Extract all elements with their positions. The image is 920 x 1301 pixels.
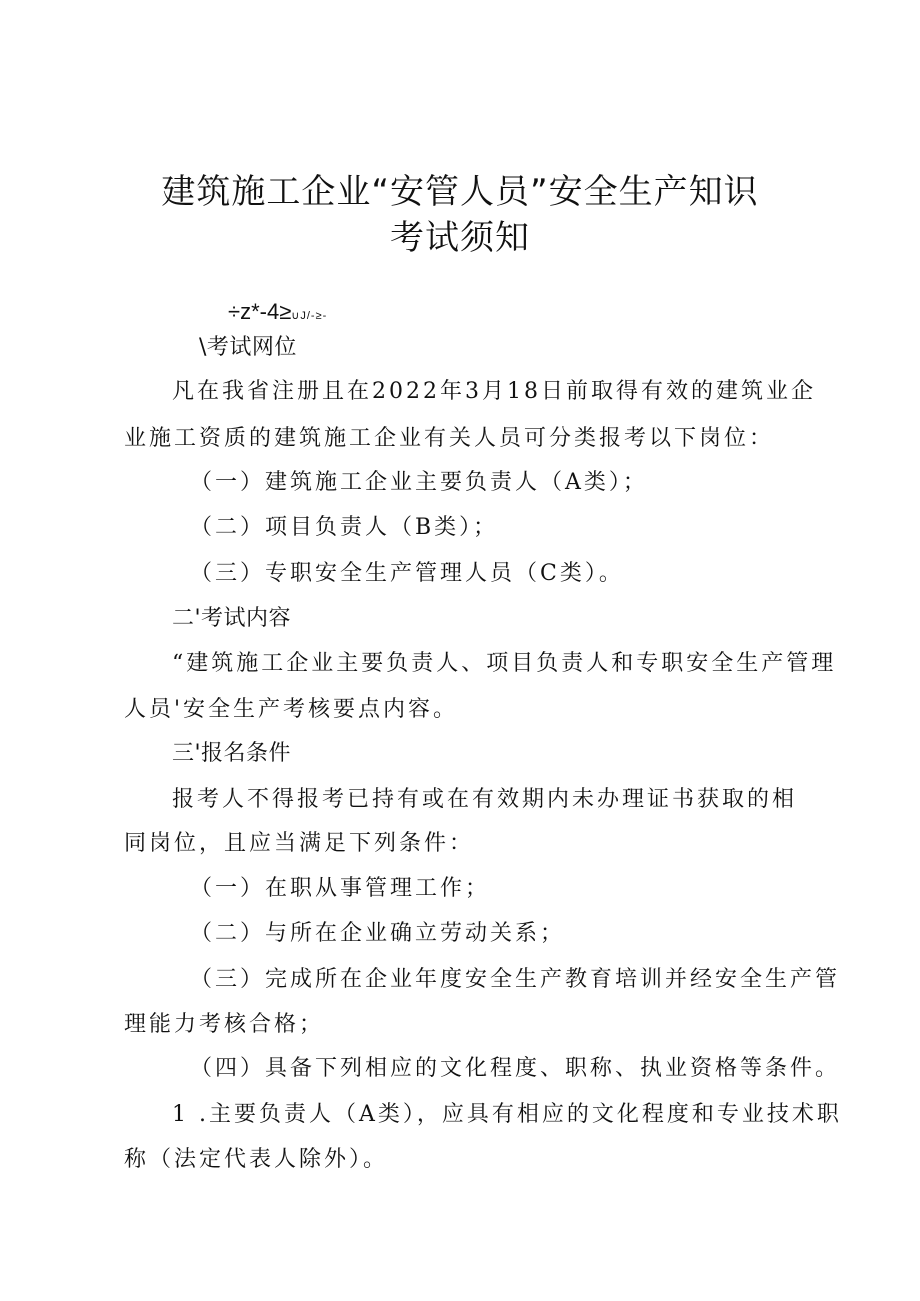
paragraph-line: 理能力考核合格；	[124, 1012, 325, 1037]
list-item: （一）在职从事管理工作；	[190, 876, 491, 901]
paragraph-line: 同岗位，且应当满足下列条件：	[124, 831, 475, 856]
list-item: （三）完成所在企业年度安全生产教育培训并经安全生产管	[190, 967, 841, 992]
paragraph-line: 称（法定代表人除外）。	[124, 1147, 389, 1172]
paragraph-line: 报考人不得报考已持有或在有效期内未办理证书获取的相	[172, 787, 798, 812]
paragraph-line: 业施工资质的建筑施工企业有关人员可分类报考以下岗位：	[124, 426, 775, 451]
section-heading-exam-content: 二'考试内容	[172, 606, 292, 631]
list-item: （一）建筑施工企业主要负责人（A类）；	[190, 470, 648, 495]
section-heading-exam-position: \考试网位	[199, 335, 297, 360]
list-item: （二）与所在企业确立劳动关系；	[190, 921, 566, 946]
list-item: 1 .主要负责人（A类），应具有相应的文化程度和专业技术职	[172, 1102, 842, 1127]
list-item: （二）项目负责人（B类）；	[190, 515, 499, 540]
paragraph-line: 人员'安全生产考核要点内容。	[124, 697, 459, 722]
list-item: （三）专职安全生产管理人员（C类）。	[190, 561, 624, 586]
section-heading-registration-conditions: 三'报名条件	[172, 741, 292, 766]
document-title-line-1: 建筑施工企业“安管人员”安全生产知识	[161, 172, 759, 212]
document-title-line-2: 考试须知	[390, 218, 530, 258]
list-item: （四）具备下列相应的文化程度、职称、执业资格等条件。	[190, 1056, 841, 1081]
paragraph-line: 凡在我省注册且在2022年3月18日前取得有效的建筑业企	[172, 379, 816, 404]
paragraph-line: “建筑施工企业主要负责人、项目负责人和专职安全生产管理	[172, 651, 837, 676]
garbled-text-main: ÷z*-4≥	[228, 299, 292, 324]
garbled-text-small: ∪J/-≥-	[291, 310, 328, 322]
garbled-text-line	[228, 298, 327, 330]
